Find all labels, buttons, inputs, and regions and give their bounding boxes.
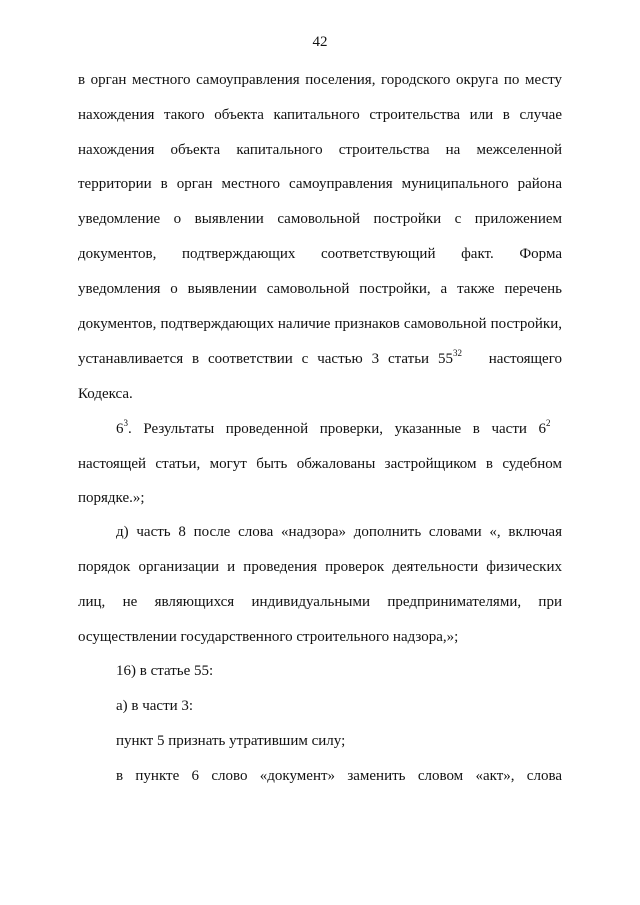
paragraph-6-3-first-line — [116, 419, 562, 439]
text-line: нахождения объекта капитального строительства на межселенной — [78, 142, 562, 158]
text-line: Кодекса. — [78, 386, 133, 402]
text-line: в орган местного самоуправления поселения, городского округа по месту — [78, 72, 562, 88]
text-fragment: устанавливается в соответствии с частью 3 статьи 55 — [78, 351, 453, 367]
text-line: уведомление о выявлении самовольной постройки с приложением — [78, 211, 562, 227]
text-line-with-sup — [78, 349, 562, 369]
text-line: лиц, не являющихся индивидуальными предпринимателями, при — [78, 594, 562, 610]
text-line: документов, подтверждающих наличие признаков самовольной постройки, — [78, 316, 562, 332]
text-fragment: 6 — [116, 421, 124, 437]
text-line: нахождения такого объекта капитального строительства или в случае — [78, 107, 562, 123]
text-line: документов, подтверждающих соответствующий факт. Форма — [78, 246, 562, 262]
text-line: пункт 5 признать утратившим силу; — [116, 733, 346, 749]
text-line: а) в части 3: — [116, 698, 194, 714]
text-line: 16) в статье 55: — [116, 663, 214, 679]
superscript: 32 — [453, 348, 462, 358]
superscript: 3 — [123, 418, 128, 428]
text-line: д) часть 8 после слова «надзора» дополнить словами «, включая — [116, 524, 562, 540]
text-line: порядке.»; — [78, 490, 145, 506]
superscript: 2 — [546, 418, 551, 428]
text-line: настоящей статьи, могут быть обжалованы застройщиком в судебном — [78, 456, 562, 472]
text-line: уведомления о выявлении самовольной постройки, а также перечень — [78, 281, 562, 297]
text-fragment: настоящего — [488, 351, 562, 367]
text-line: в пункте 6 слово «документ» заменить словом «акт», слова — [116, 768, 562, 784]
text-line: порядок организации и проведения проверок деятельности физических — [78, 559, 562, 575]
text-line: осуществлении государственного строительного надзора,»; — [78, 629, 459, 645]
text-line: территории в орган местного самоуправления муниципального района — [78, 176, 562, 192]
text-fragment: . Результаты проведенной проверки, указанные в части 6 — [128, 421, 546, 437]
page-number: 42 — [312, 34, 328, 50]
